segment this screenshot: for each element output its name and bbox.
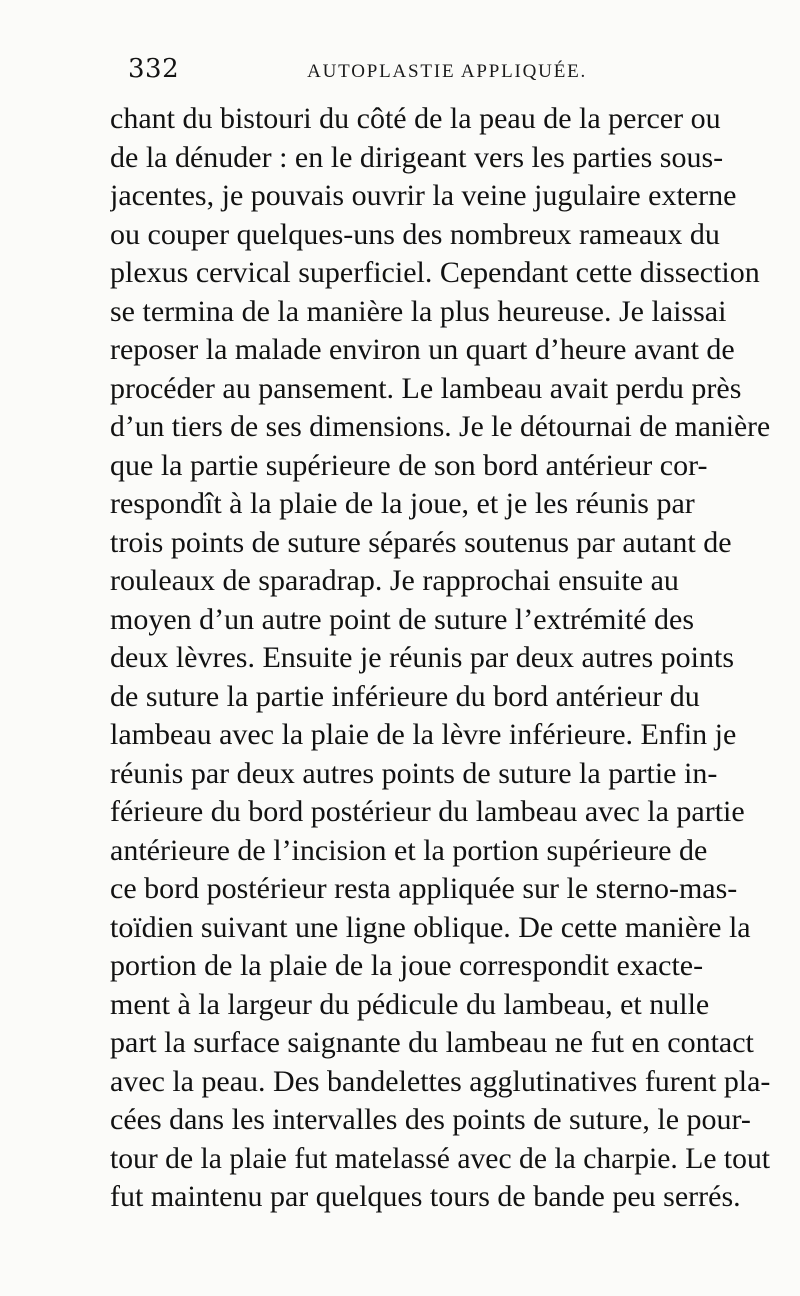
text-line: plexus cervical superficiel. Cependant cette dissection — [110, 256, 760, 289]
text-line: tour de la plaie fut matelassé avec de la charpie. Le tout — [110, 1141, 770, 1175]
text-line: cées dans les intervalles des points de suture, le pour- — [110, 1103, 751, 1136]
text-line: chant du bistouri du côté de la peau de la percer ou — [110, 102, 721, 135]
text-line: trois points de suture séparés soutenus par autant de — [110, 525, 732, 559]
text-line: moyen d’un autre point de suture l’extrémité des — [110, 602, 694, 636]
running-header — [128, 54, 608, 88]
text-line: d’un tiers de ses dimensions. Je le détournai de manière — [110, 410, 770, 443]
text-line: respondît à la plaie de la joue, et je les réunis par — [110, 487, 695, 520]
text-line: part la surface saignante du lambeau ne fut en contact — [110, 1026, 754, 1059]
body-text — [110, 100, 770, 1217]
text-line: jacentes, je pouvais ouvrir la veine jugulaire externe — [110, 179, 737, 212]
text-line: se termina de la manière la plus heureuse. Je laissai — [110, 294, 727, 328]
text-line: réunis par deux autres points de suture la partie in- — [110, 756, 718, 790]
text-line: que la partie supérieure de son bord antérieur cor- — [110, 448, 708, 482]
text-line: portion de la plaie de la joue correspondit exacte- — [110, 949, 704, 982]
text-line: antérieure de l’incision et la portion supérieure de — [110, 833, 708, 867]
running-title: AUTOPLASTIE APPLIQUÉE. — [307, 61, 588, 82]
text-line: de suture la partie inférieure du bord antérieur du — [110, 679, 700, 713]
text-line: lambeau avec la plaie de la lèvre inférieure. Enfin je — [110, 718, 737, 751]
text-line: rouleaux de sparadrap. Je rapprochai ensuite au — [110, 564, 679, 597]
text-line: férieure du bord postérieur du lambeau avec la partie — [110, 795, 745, 828]
text-line: reposer la malade environ un quart d’heure avant de — [110, 333, 735, 366]
text-line: fut maintenu par quelques tours de bande peu serrés. — [110, 1180, 741, 1213]
text-line: deux lèvres. Ensuite je réunis par deux autres points — [110, 641, 734, 674]
text-line: ment à la largeur du pédicule du lambeau, et nulle — [110, 987, 710, 1021]
text-line: ou couper quelques-uns des nombreux rameaux du — [110, 217, 720, 251]
page-number: 332 — [128, 54, 180, 84]
text-line: procéder au pansement. Le lambeau avait perdu près — [110, 371, 742, 405]
text-line: de la dénuder : en le dirigeant vers les parties sous- — [110, 140, 724, 174]
text-line: toïdien suivant une ligne oblique. De cette manière la — [110, 910, 751, 944]
text-line: ce bord postérieur resta appliquée sur le sterno-mas- — [110, 872, 738, 905]
text-line: avec la peau. Des bandelettes agglutinatives furent pla- — [110, 1064, 771, 1098]
